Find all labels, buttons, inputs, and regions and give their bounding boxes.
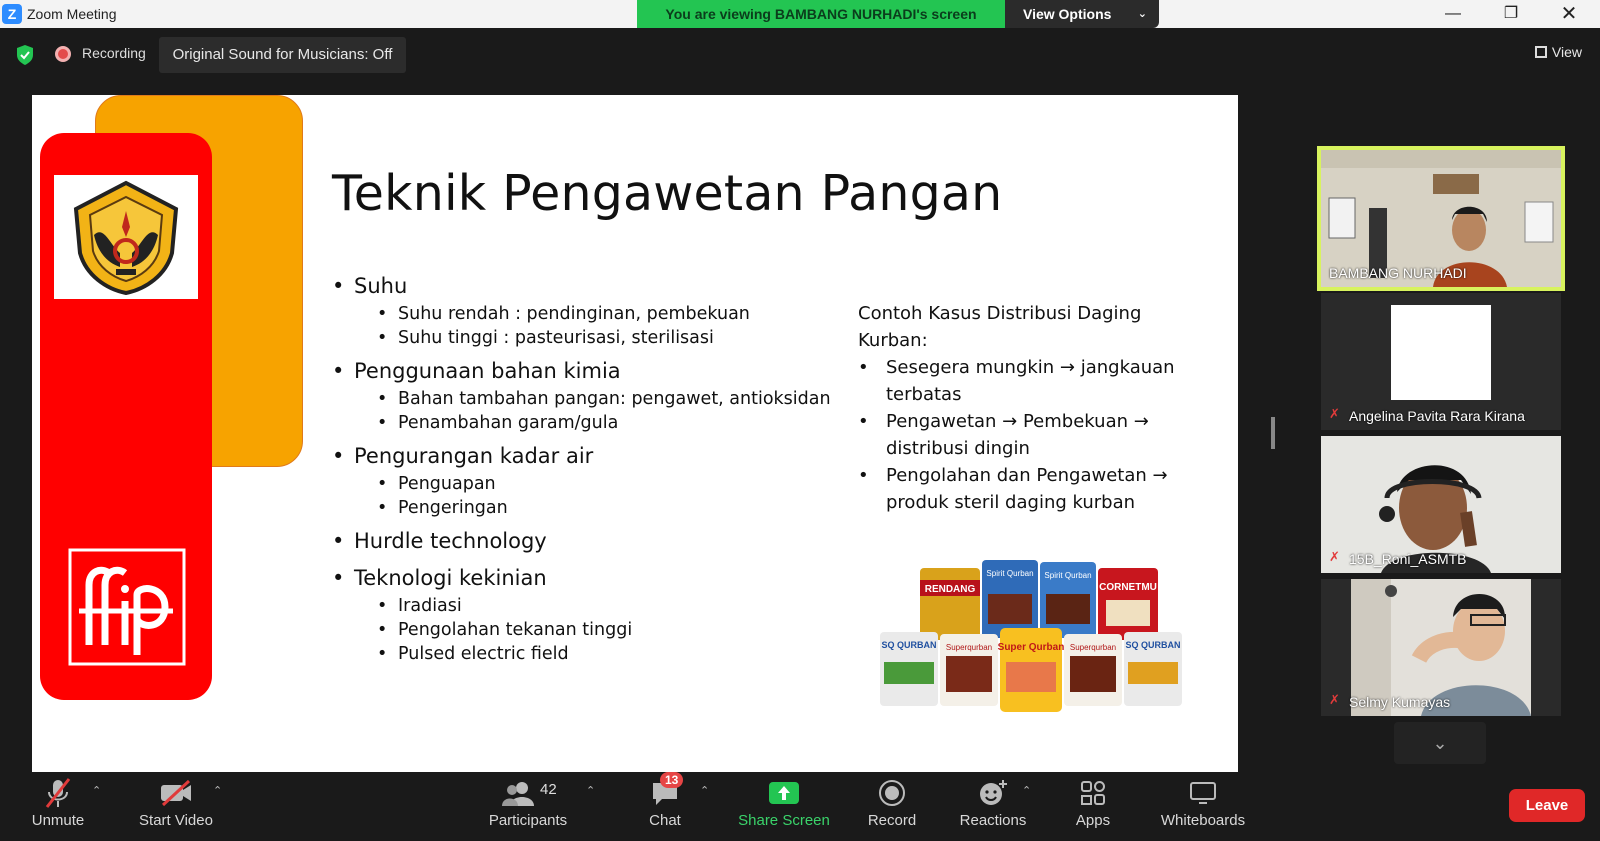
window-title: Zoom Meeting [27,6,117,22]
muted-mic-icon: ✗ [1329,406,1340,421]
zoom-logo-icon: Z [2,4,22,24]
can [982,560,1038,638]
participants-count: 42 [540,781,557,798]
chat-options-caret[interactable]: ⌃ [700,785,710,797]
record-icon [878,779,906,807]
participants-options-caret[interactable]: ⌃ [586,785,596,797]
share-screen-button[interactable] [734,776,834,829]
can [1040,562,1096,638]
view-options-button[interactable] [1005,0,1159,28]
chat-unread-badge: 13 [660,772,683,788]
participants-button[interactable] [480,776,576,829]
reactions-smiley-icon [977,779,1009,807]
sub-bullet-item: • Suhu rendah : pendinginan, pembekuan [332,302,831,326]
grid-icon [1535,46,1547,58]
participant-name: Selmy Kumayas [1349,694,1451,710]
close-button[interactable]: ✕ [1560,3,1578,25]
meeting-toolbar [0,772,1600,841]
can [1064,634,1122,706]
can-label: SQ QURBAN [881,640,937,650]
sub-bullet-item: • Penguapan [332,472,831,496]
case-item: • Pengawetan → Pembekuan → distribusi dingin [858,408,1198,462]
sub-bullet-item: • Suhu tinggi : pasteurisasi, sterilisasi [332,326,831,350]
participant-tile[interactable] [1321,436,1561,573]
participants-icon [496,778,560,808]
recording-icon [55,46,71,62]
slide-bullet-list [332,271,831,666]
can-label: RENDANG [924,584,976,595]
start-video-button[interactable] [130,776,222,829]
viewing-banner: You are viewing BAMBANG NURHADI's screen [637,0,1005,28]
bullet-item: • Teknologi kekinian [332,563,831,594]
security-shield-icon[interactable] [15,44,35,66]
participant-video-blank [1391,305,1491,400]
unmute-label: Unmute [31,812,85,829]
participant-name: Angelina Pavita Rara Kirana [1349,408,1525,424]
bullet-item: • Penggunaan bahan kimia [332,356,831,387]
apps-label: Apps [1075,812,1111,829]
participant-name: BAMBANG NURHADI [1329,265,1467,281]
case-study-box [858,300,1198,516]
view-button[interactable] [1535,44,1582,60]
start-video-label: Start Video [139,812,213,829]
minimize-button[interactable]: — [1445,5,1461,22]
bullet-item: • Suhu [332,271,831,302]
apps-button[interactable] [1070,776,1116,829]
slide-title: Teknik Pengawetan Pangan [332,165,1003,222]
case-item: • Pengolahan dan Pengawetan → produk steril daging kurban [858,462,1198,516]
canned-meat-products-image [870,550,1190,725]
view-label: View [1551,44,1582,60]
share-screen-icon [768,780,800,806]
muted-mic-icon [43,777,73,809]
participant-tile[interactable] [1321,293,1561,430]
can [1124,632,1182,706]
record-label: Record [867,812,917,829]
whiteboards-label: Whiteboards [1160,812,1246,829]
participant-tile[interactable] [1321,579,1561,716]
faculty-logo [65,545,189,669]
record-button[interactable] [860,776,924,829]
participant-name: 15B_Roni_ASMTB [1349,551,1467,567]
apps-icon [1080,780,1106,806]
chevron-down-icon: ⌄ [1137,8,1147,20]
scroll-down-button[interactable] [1394,722,1486,764]
can [1098,568,1158,640]
muted-mic-icon: ✗ [1329,692,1340,707]
chat-button[interactable] [636,773,694,829]
reactions-label: Reactions [959,812,1027,829]
view-options-label: View Options [1023,6,1112,22]
can-label: CORNETMU [1099,582,1157,593]
bullet-item: • Hurdle technology [332,526,831,557]
can-label: Spirit Qurban [986,569,1034,578]
unmute-button[interactable] [22,776,94,829]
original-sound-button[interactable]: Original Sound for Musicians: Off [159,37,406,73]
sub-bullet-item: • Pengeringan [332,496,831,520]
participant-tile-active-speaker[interactable] [1321,150,1561,287]
can [920,568,980,640]
can [998,628,1065,712]
chat-label: Chat [649,812,681,829]
sub-bullet-item: • Bahan tambahan pangan: pengawet, antioksidan [332,387,831,411]
can-label: Superqurban [945,643,993,652]
can-label: Spirit Qurban [1044,571,1092,580]
can [940,634,998,706]
muted-mic-icon: ✗ [1329,549,1340,564]
sub-bullet-item: • Iradiasi [332,594,831,618]
sub-bullet-item: • Pengolahan tekanan tinggi [332,618,831,642]
case-item: • Sesegera mungkin → jangkauan terbatas [858,354,1198,408]
case-heading: Contoh Kasus Distribusi Daging Kurban: [858,303,1142,351]
reactions-options-caret[interactable]: ⌃ [1022,785,1032,797]
reactions-button[interactable] [956,776,1030,829]
leave-button[interactable]: Leave [1509,789,1585,822]
sub-bullet-item: • Pulsed electric field [332,642,831,666]
participants-label: Participants [488,812,568,829]
sub-bullet-item: • Penambahan garam/gula [332,411,831,435]
video-options-caret[interactable]: ⌃ [213,785,223,797]
can-label: Super Qurban [997,642,1065,653]
share-screen-label: Share Screen [738,812,830,829]
video-off-icon [159,779,193,807]
can-label: SQ QURBAN [1125,640,1181,650]
title-bar [0,0,1600,28]
whiteboard-icon [1189,780,1217,806]
whiteboards-button[interactable] [1154,776,1252,829]
audio-options-caret[interactable]: ⌃ [92,785,102,797]
restore-button[interactable]: ❐ [1503,5,1519,22]
recording-label[interactable]: Recording [82,45,146,61]
chevron-down-icon: ⌄ [1432,733,1448,753]
can [880,632,938,706]
bullet-item: • Pengurangan kadar air [332,441,831,472]
can-label: Superqurban [1069,643,1117,652]
panel-resize-handle[interactable] [1271,417,1275,449]
shared-screen-slide [32,95,1238,772]
university-logo [54,175,198,299]
